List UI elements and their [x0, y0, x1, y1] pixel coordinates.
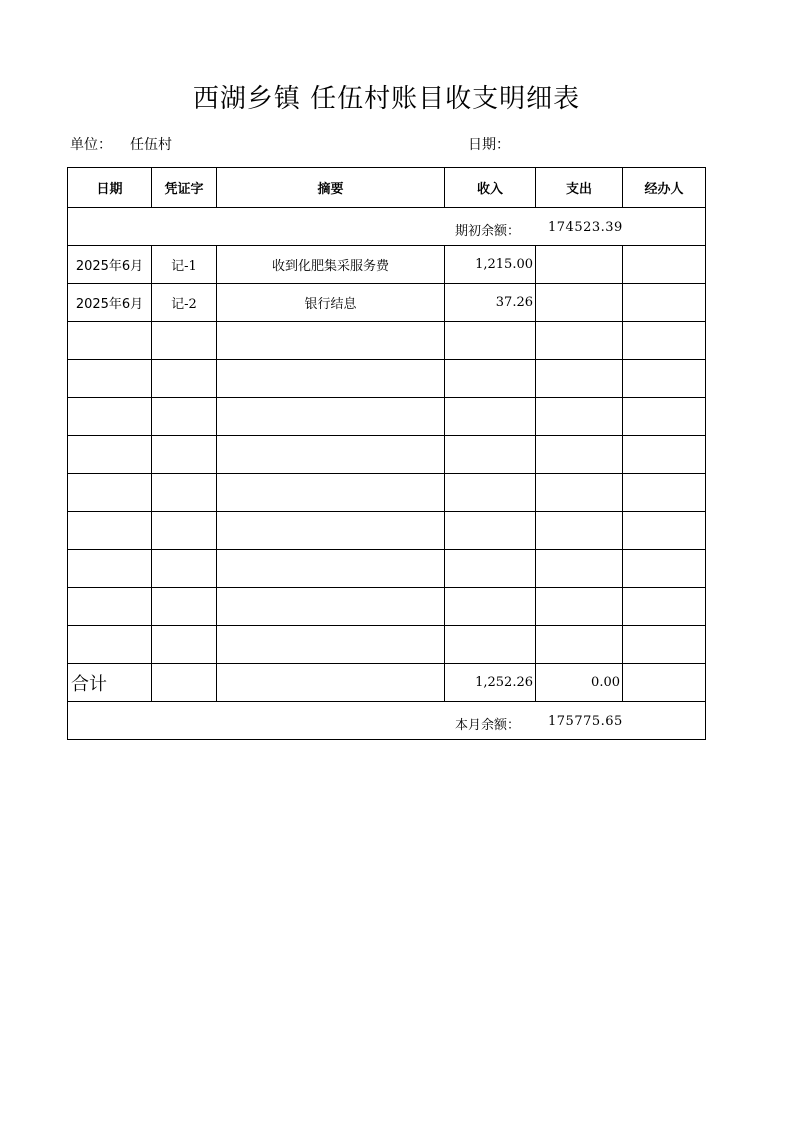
cell-date: 2025年6月 — [68, 284, 152, 322]
cell-handler — [623, 322, 706, 360]
header-handler: 经办人 — [623, 168, 706, 208]
cell-date — [68, 550, 152, 588]
opening-balance-label: 期初余额： — [455, 224, 521, 239]
total-handler — [623, 664, 706, 702]
cell-expense — [536, 512, 623, 550]
cell-summary: 收到化肥集采服务费 — [217, 246, 445, 284]
cell-summary — [217, 322, 445, 360]
cell-handler — [623, 436, 706, 474]
cell-voucher — [152, 550, 217, 588]
cell-handler — [623, 246, 706, 284]
cell-date — [68, 398, 152, 436]
cell-expense — [536, 474, 623, 512]
cell-date — [68, 588, 152, 626]
header-income: 收入 — [445, 168, 536, 208]
cell-voucher — [152, 360, 217, 398]
cell-summary — [217, 588, 445, 626]
cell-voucher — [152, 398, 217, 436]
table-row — [68, 550, 706, 588]
table-row — [68, 322, 706, 360]
cell-summary — [217, 550, 445, 588]
cell-expense — [536, 588, 623, 626]
unit-value: 任伍村 — [130, 137, 172, 153]
table-row — [68, 436, 706, 474]
header-voucher: 凭证字 — [152, 168, 217, 208]
cell-date: 2025年6月 — [68, 246, 152, 284]
table-row — [68, 284, 706, 322]
ledger-table — [67, 167, 706, 740]
total-summary — [217, 664, 445, 702]
table-row — [68, 588, 706, 626]
cell-date — [68, 360, 152, 398]
cell-income: 37.26 — [445, 284, 536, 322]
cell-summary — [217, 398, 445, 436]
cell-income — [445, 512, 536, 550]
cell-date — [68, 626, 152, 664]
cell-income — [445, 474, 536, 512]
header-expense: 支出 — [536, 168, 623, 208]
cell-voucher: 记-2 — [152, 284, 217, 322]
header-date: 日期 — [68, 168, 152, 208]
cell-handler — [623, 398, 706, 436]
cell-summary — [217, 360, 445, 398]
cell-handler — [623, 588, 706, 626]
cell-expense — [536, 436, 623, 474]
cell-voucher — [152, 322, 217, 360]
opening-balance-value: 174523.39 — [548, 220, 623, 235]
cell-expense — [536, 246, 623, 284]
closing-balance-value: 175775.65 — [548, 714, 623, 729]
total-row — [68, 664, 706, 702]
cell-voucher — [152, 474, 217, 512]
table-row — [68, 474, 706, 512]
cell-income — [445, 322, 536, 360]
cell-expense — [536, 398, 623, 436]
cell-income — [445, 626, 536, 664]
table-row — [68, 398, 706, 436]
total-label: 合计 — [68, 664, 152, 702]
cell-date — [68, 322, 152, 360]
cell-income — [445, 550, 536, 588]
cell-income: 1,215.00 — [445, 246, 536, 284]
cell-handler — [623, 626, 706, 664]
table-row — [68, 512, 706, 550]
cell-voucher — [152, 588, 217, 626]
header-row — [68, 168, 706, 208]
cell-expense — [536, 550, 623, 588]
closing-balance-row — [68, 702, 706, 740]
opening-balance-row — [68, 208, 706, 246]
cell-date — [68, 512, 152, 550]
cell-voucher — [152, 436, 217, 474]
cell-handler — [623, 284, 706, 322]
cell-income — [445, 360, 536, 398]
cell-expense — [536, 284, 623, 322]
cell-summary — [217, 436, 445, 474]
closing-balance-cell — [68, 702, 706, 740]
table-row — [68, 626, 706, 664]
cell-handler — [623, 512, 706, 550]
cell-summary — [217, 474, 445, 512]
closing-balance-label: 本月余额： — [455, 718, 521, 733]
table-row — [68, 360, 706, 398]
header-summary: 摘要 — [217, 168, 445, 208]
cell-expense — [536, 322, 623, 360]
cell-handler — [623, 474, 706, 512]
cell-handler — [623, 550, 706, 588]
cell-summary — [217, 626, 445, 664]
table-row — [68, 246, 706, 284]
cell-summary: 银行结息 — [217, 284, 445, 322]
cell-expense — [536, 626, 623, 664]
total-income: 1,252.26 — [445, 664, 536, 702]
cell-expense — [536, 360, 623, 398]
cell-voucher — [152, 626, 217, 664]
total-expense: 0.00 — [536, 664, 623, 702]
total-voucher — [152, 664, 217, 702]
cell-income — [445, 436, 536, 474]
cell-date — [68, 474, 152, 512]
cell-handler — [623, 360, 706, 398]
cell-date — [68, 436, 152, 474]
cell-income — [445, 398, 536, 436]
cell-voucher — [152, 512, 217, 550]
page-title: 西湖乡镇 任伍村账目收支明细表 — [192, 84, 581, 114]
date-label: 日期： — [468, 137, 510, 153]
cell-voucher: 记-1 — [152, 246, 217, 284]
cell-income — [445, 588, 536, 626]
cell-summary — [217, 512, 445, 550]
unit-label: 单位： — [70, 137, 112, 153]
